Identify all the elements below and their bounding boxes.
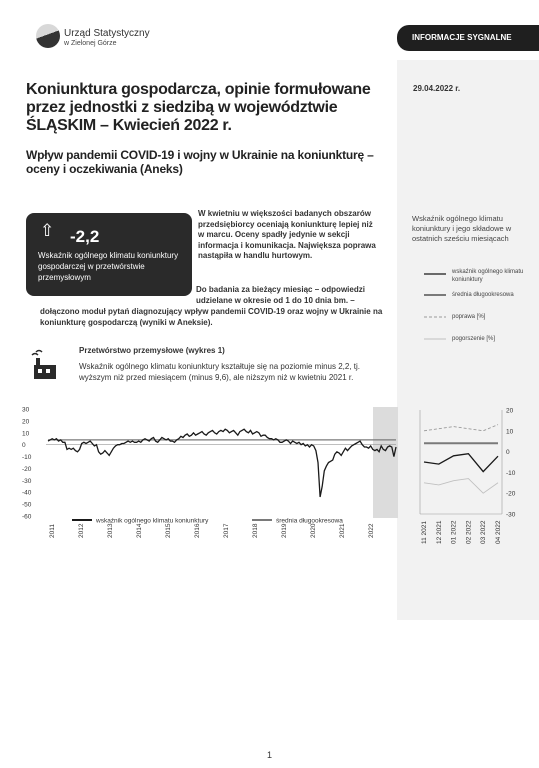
x-tick-label: 2020 — [310, 523, 317, 538]
y-tick-label: -20 — [22, 465, 32, 473]
side-x-tick-label: 02 2022 — [465, 520, 473, 544]
x-tick-label: 2015 — [165, 523, 172, 538]
x-tick-label: 2019 — [281, 523, 288, 538]
kpi-value: -2,2 — [70, 227, 100, 246]
side-series-deterioration — [424, 479, 498, 494]
logo-icon — [36, 24, 60, 48]
y-tick-label: -50 — [22, 501, 32, 509]
side-x-tick-label: 12 2021 — [435, 520, 443, 544]
page-number: 1 — [266, 750, 272, 760]
side-x-tick-label: 01 2022 — [450, 520, 458, 544]
arrow-up-icon: ⇧ — [40, 221, 55, 240]
x-tick-label: 2012 — [78, 523, 85, 538]
x-tick-label: 2017 — [223, 523, 230, 538]
kpi-label: Wskaźnik ogólnego klimatu koniunktury gospodarczej w przetwórstwie przemysłowym — [38, 251, 179, 282]
side-series-improvement — [424, 425, 498, 431]
section-description: Wskaźnik ogólnego klimatu koniunktury kształtuje się na poziomie minus 2,2, tj. wyższym niż przed miesiącem (minus 9,6), ale niższym niż w kwietniu 2021 r. — [79, 362, 361, 382]
main-line-chart — [20, 404, 400, 544]
info-badge: INFORMACJE SYGNALNE — [397, 25, 539, 51]
side-legend-label-improvement: poprawa [%] — [452, 314, 486, 320]
logo-name: Urząd Statystyczny — [64, 28, 150, 39]
side-x-tick-label: 03 2022 — [480, 520, 488, 544]
legend-label-index: wskaźnik ogólnego klimatu koniunktury — [96, 517, 209, 525]
side-legend-label-index: wskaźnik ogólnego klimatu koniunktury — [452, 269, 524, 283]
kpi-box — [26, 213, 192, 296]
y-tick-label: 20 — [22, 418, 30, 426]
factory-icon — [28, 349, 62, 383]
x-tick-label: 2016 — [194, 523, 201, 538]
x-tick-label: 2018 — [252, 523, 259, 538]
side-y-tick-label: 0 — [506, 449, 510, 457]
info-text-2: dołączono moduł pytań diagnozujący wpływ pandemii COVID-19 oraz wojny w Ukrainie na koniunkturę gospodarczą (wyniki w Aneksie). — [40, 307, 383, 327]
y-tick-label: -30 — [22, 477, 32, 485]
x-tick-label: 2021 — [339, 523, 346, 538]
y-tick-label: -60 — [22, 513, 32, 521]
side-x-tick-label: 04 2022 — [495, 520, 502, 544]
side-y-tick-label: 10 — [506, 428, 514, 436]
section-heading: Przetwórstwo przemysłowe (wykres 1) — [79, 346, 225, 355]
y-tick-label: 30 — [22, 406, 30, 414]
y-tick-label: 10 — [22, 430, 30, 438]
side-line-chart — [396, 404, 526, 564]
info-text-1: Do badania za bieżący miesiąc – odpowiedzi udzielane w okresie od 1 do 10 dnia bm. – — [196, 285, 365, 305]
side-x-tick-label: 11 2021 — [421, 520, 428, 544]
side-y-tick-label: 20 — [506, 407, 514, 415]
page-subtitle: Wpływ pandemii COVID-19 i wojny w Ukrainie na koniunkturę – oceny i oczekiwania (Aneks) — [26, 148, 374, 176]
x-tick-label: 2013 — [107, 523, 114, 538]
x-tick-label: 2011 — [49, 524, 56, 538]
page-title: Koniunktura gospodarcza, opinie formułowane przez jednostki z siedzibą w województwie ŚLĄSKIM – Kwiecień 2022 r. — [26, 81, 371, 134]
x-tick-label: 2014 — [136, 523, 143, 538]
summary-text: W kwietniu w większości badanych obszarów przedsiębiorcy oceniają koniunkturę lepiej niż w marcu. Oceny spadły jedynie w sekcji informacja i komunikacja. Największa poprawa nastąpiła w handlu hurtowym. — [198, 209, 376, 260]
side-legend-label-average: średnia długookresowa — [452, 292, 514, 298]
side-y-tick-label: -10 — [506, 469, 516, 477]
publication-date: 29.04.2022 r. — [413, 84, 461, 93]
highlight-2022 — [373, 407, 398, 518]
y-tick-label: -40 — [22, 489, 32, 497]
side-y-tick-label: -30 — [506, 511, 516, 519]
y-tick-label: 0 — [22, 442, 26, 450]
logo-subtitle: w Zielonej Górze — [64, 40, 117, 47]
legend-label-average: średnia długookresowa — [276, 517, 343, 525]
side-legend-label-deterioration: pogorszenie [%] — [452, 336, 496, 342]
side-series-index — [424, 454, 498, 472]
side-y-tick-label: -20 — [506, 490, 516, 498]
side-chart-title: Wskaźnik ogólnego klimatu koniunktury i jego składowe w ostatnich sześciu miesiącach — [412, 214, 512, 243]
x-tick-label: 2022 — [368, 523, 375, 538]
y-tick-label: -10 — [22, 454, 32, 462]
